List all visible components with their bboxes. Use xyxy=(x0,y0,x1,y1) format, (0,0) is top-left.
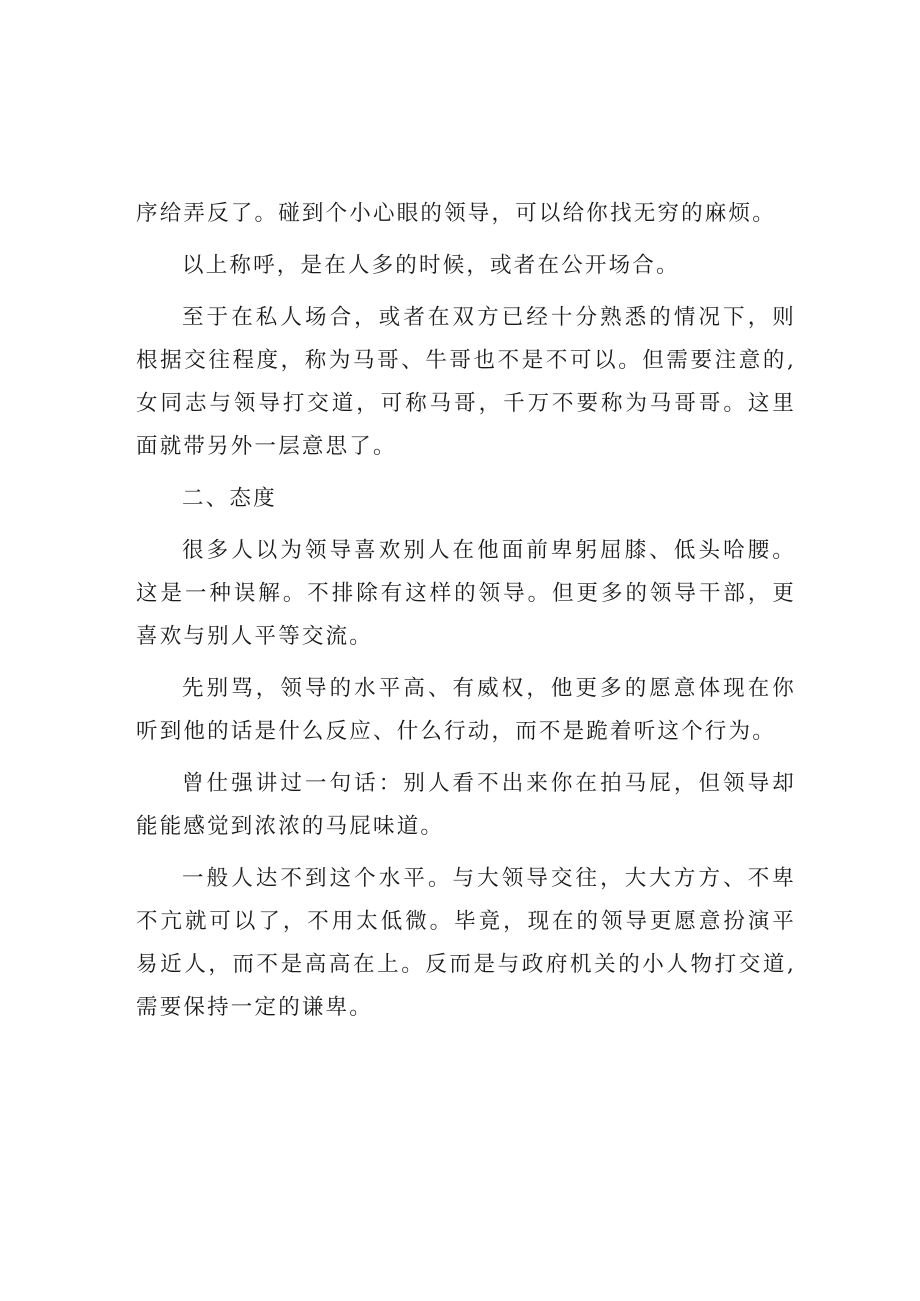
paragraph-continuation: 序给弄反了。碰到个小心眼的领导，可以给你找无穷的麻烦。 xyxy=(136,201,776,226)
paragraph-quote: 曾仕强讲过一句话：别人看不出来你在拍马屁，但领导却能能感觉到浓浓的马屁味道。 xyxy=(136,771,796,839)
paragraph-conclusion: 一般人达不到这个水平。与大领导交往，大大方方、不卑不亢就可以了，不用太低微。毕竟，现在的领导更愿意扮演平易近人，而不是高高在上。反而是与政府机关的小人物打交道,需要保持一定的谦卑。 xyxy=(136,866,796,1020)
paragraph-reaction: 先别骂，领导的水平高、有威权，他更多的愿意体现在你听到他的话是什么反应、什么行动，而不是跪着听这个行为。 xyxy=(136,676,796,744)
paragraph-private-address: 至于在私人场合，或者在双方已经十分熟悉的情况下，则根据交往程度，称为马哥、牛哥也不是不可以。但需要注意的,女同志与领导打交道，可称马哥，千万不要称为马哥哥。这里面就带另外一层意思了。 xyxy=(136,305,796,459)
paragraph-public-address: 以上称呼，是在人多的时候，或者在公开场合。 xyxy=(182,253,680,278)
section-heading-attitude: 二、态度 xyxy=(182,486,277,511)
paragraph-misunderstanding: 很多人以为领导喜欢别人在他面前卑躬屈膝、低头哈腰。这是一种误解。不排除有这样的领导。但更多的领导干部，更喜欢与别人平等交流。 xyxy=(136,538,796,649)
document-body xyxy=(136,192,796,1038)
